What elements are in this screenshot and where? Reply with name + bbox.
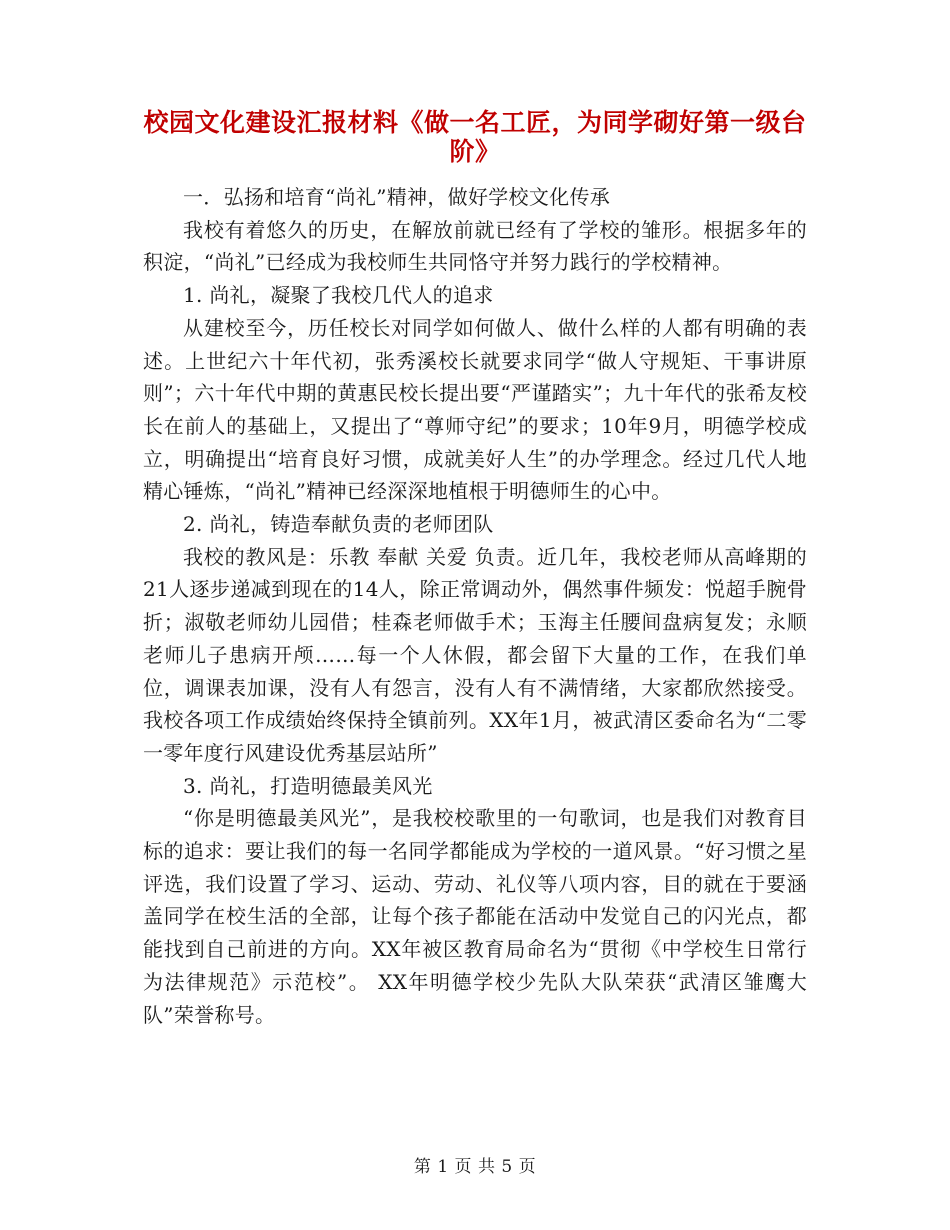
paragraph: “你是明德最美风光”，是我校校歌里的一句歌词，也是我们对教育目标的追求：要让我们的每一名同学都能成为学校的一道风景。“好习惯之星评选，我们设置了学习、运动、劳动、礼仪等八项内容，目的就在于要涵盖同学在校生活的全部，让每个孩子都能在活动中发觉自己的闪光点，都能找到自己前进的方向。XX年被区教育局命名为“贯彻《中学校生日常行为法律规范》示范校”。 XX年明德学校少先队大队荣获“武清区雏鹰大队”荣誉称号。	[143, 806, 807, 1027]
subsection-heading-2: 2. 尚礼，铸造奉献负责的老师团队	[183, 512, 494, 537]
page-number-footer: 第 1 页 共 5 页	[413, 1157, 537, 1177]
document-title: 校园文化建设汇报材料《做一名工匠，为同学砌好第一级台阶》	[143, 108, 807, 166]
paragraph: 从建校至今，历任校长对同学如何做人、做什么样的人都有明确的表述。上世纪六十年代初，张秀溪校长就要求同学“做人守规矩、干事讲原则”；六十年代中期的黄惠民校长提出要“严谨踏实”；九十年代的张希友校长在前人的基础上，又提出了“尊师守纪”的要求；10年9月，明德学校成立，明确提出“培育良好习惯，成就美好人生”的办学理念。经过几代人地精心锤炼，“尚礼”精神已经深深地植根于明德师生的心中。	[143, 315, 807, 504]
paragraph: 我校有着悠久的历史，在解放前就已经有了学校的雏形。根据多年的积淀，“尚礼”已经成为我校师生共同恪守并努力践行的学校精神。	[143, 217, 807, 275]
subsection-heading-3: 3. 尚礼，打造明德最美风光	[183, 773, 433, 798]
subsection-heading-1: 1. 尚礼，凝聚了我校几代人的追求	[183, 283, 494, 308]
document-body	[143, 181, 807, 1031]
paragraph: 我校的教风是：乐教 奉献 关爱 负责。近几年，我校老师从高峰期的21人逐步递减到现在的14人，除正常调动外，偶然事件频发：悦超手腕骨折；淑敬老师幼儿园借；桂森老师做手术；玉海主任腰间盘病复发；永顺老师儿子患病开颅……每一个人休假，都会留下大量的工作，在我们单位，调课表加课，没有人有怨言，没有人有不满情绪，大家都欣然接受。我校各项工作成绩始终保持全镇前列。XX年1月，被武清区委命名为“二零一零年度行风建设优秀基层站所”	[143, 544, 807, 765]
section-heading-1: 一．弘扬和培育“尚礼”精神，做好学校文化传承	[183, 185, 611, 209]
